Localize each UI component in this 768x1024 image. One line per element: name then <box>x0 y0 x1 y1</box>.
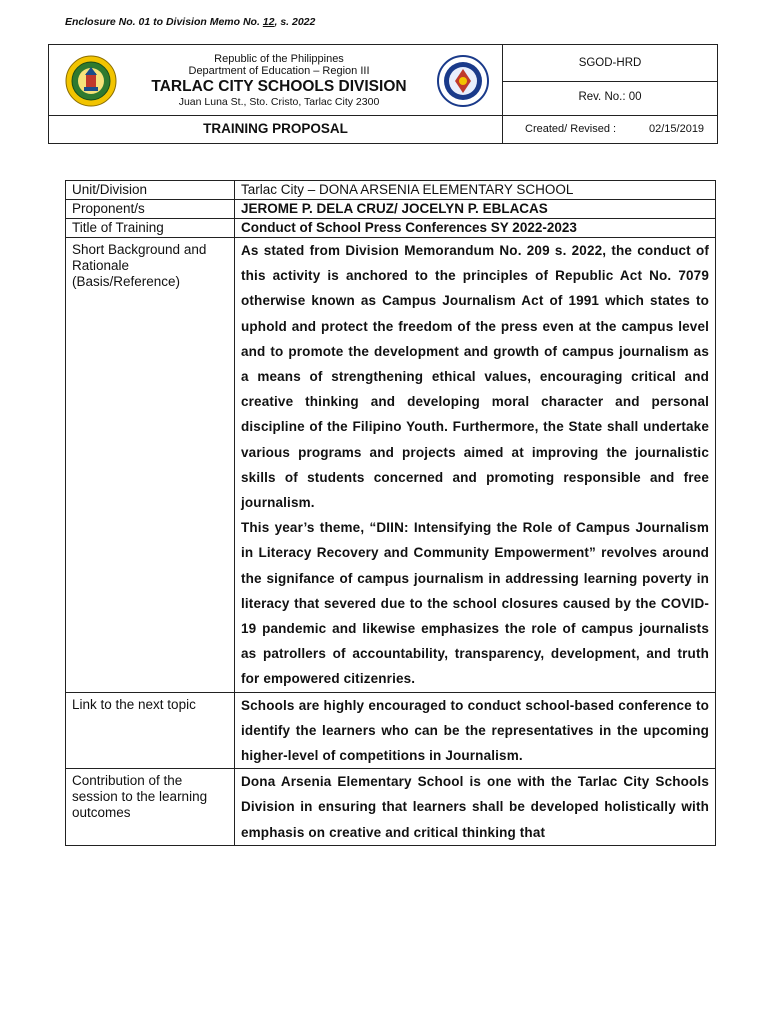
proponent-value: JEROME P. DELA CRUZ/ JOCELYN P. EBLACAS <box>235 200 716 219</box>
table-row <box>66 181 716 200</box>
unit-value: Tarlac City – DONA ARSENIA ELEMENTARY SCHOOL <box>235 181 716 200</box>
table-row <box>66 692 716 769</box>
table-row <box>66 200 716 219</box>
table-row <box>66 769 716 846</box>
contribution-value: Dona Arsenia Elementary School is one with the Tarlac City Schools Division in ensuring that learners shall be developed holistically with emphasis on creative and critical thinking that <box>235 769 716 846</box>
background-label: Short Background and Rationale (Basis/Reference) <box>66 238 235 693</box>
revision-number: Rev. No.: 00 <box>578 91 642 103</box>
link-label: Link to the next topic <box>66 692 235 769</box>
enclosure-note <box>65 16 315 28</box>
table-row <box>66 219 716 238</box>
table-row <box>66 238 716 693</box>
enclosure-prefix: Enclosure No. 01 to Division Memo No. <box>65 16 263 28</box>
background-value <box>235 238 716 693</box>
division-address: Juan Luna St., Sto. Cristo, Tarlac City 2300 <box>178 96 380 108</box>
agency-heading <box>129 53 429 108</box>
document-code: SGOD-HRD <box>578 57 642 69</box>
background-paragraph-2: This year’s theme, “DIIN: Intensifying the Role of Campus Journalism in Literacy Recovery and Community Empowerment” revolves around the signifance of campus journalism in addressing learning poverty in literacy that severed due to the school closures caused by the COVID-19 pandemic and likewise emphasizes the role of campus journalists as patrollers of accountability, transparency, development, and truth for empowered citizenries. <box>241 520 709 687</box>
document-header <box>48 44 718 144</box>
background-paragraph-1: As stated from Division Memorandum No. 209 s. 2022, the conduct of this activity is anchored to the principles of Republic Act No. 7079 otherwise known as Campus Journalism Act of 1991 which states to uphold and protect the freedom of the press even at the campus level and to promote the development and growth of campus journalism as a means of strengthening ethical values, encouraging critical and creative thinking and developing moral character and personal discipline of the Filipino Youth. Furthermore, the State shall undertake various programs and projects aimed at improving the journalistic skills of students concerned and promoting responsible and free journalism. <box>241 243 709 511</box>
proposal-table <box>65 180 716 846</box>
document-title: TRAINING PROPOSAL <box>203 121 348 136</box>
training-title-value: Conduct of School Press Conferences SY 2022-2023 <box>235 219 716 238</box>
division-seal-logo <box>65 55 117 107</box>
created-revised-date: 02/15/2019 <box>649 123 705 135</box>
enclosure-memo-number: 12 <box>262 16 275 28</box>
republic-line: Republic of the Philippines <box>214 53 344 65</box>
deped-seal-logo <box>437 55 489 107</box>
proponent-label: Proponent/s <box>66 200 235 219</box>
created-revised-label: Created/ Revised : <box>525 123 617 135</box>
department-line: Department of Education – Region III <box>188 65 370 77</box>
link-value: Schools are highly encouraged to conduct school-based conference to identify the learners who can be the representatives in the upcoming higher-level of competitions in Journalism. <box>235 692 716 769</box>
enclosure-suffix: , s. 2022 <box>274 16 316 28</box>
division-name: TARLAC CITY SCHOOLS DIVISION <box>151 78 407 95</box>
training-title-label: Title of Training <box>66 219 235 238</box>
unit-label: Unit/Division <box>66 181 235 200</box>
contribution-label: Contribution of the session to the learning outcomes <box>66 769 235 846</box>
